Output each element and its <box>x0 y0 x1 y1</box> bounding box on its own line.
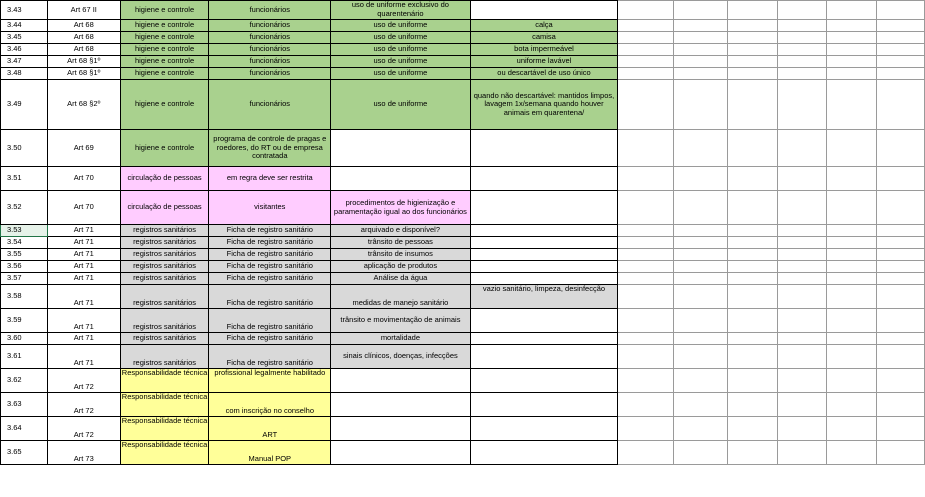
empty-cell[interactable] <box>777 56 827 68</box>
cell-subject[interactable]: profissional legalmente habilitado <box>209 369 331 393</box>
cell-item[interactable]: uso de uniforme <box>331 20 471 32</box>
empty-cell[interactable] <box>777 32 827 44</box>
empty-cell[interactable] <box>877 237 925 249</box>
cell-item[interactable]: medidas de manejo sanitário <box>331 285 471 309</box>
empty-cell[interactable] <box>674 261 728 273</box>
empty-cell[interactable] <box>827 237 877 249</box>
cell-article[interactable]: Art 71 <box>47 225 120 237</box>
cell-category[interactable]: registros sanitários <box>120 309 209 333</box>
cell-category[interactable]: higiene e controle <box>120 20 209 32</box>
empty-cell[interactable] <box>777 393 827 417</box>
empty-cell[interactable] <box>674 225 728 237</box>
empty-cell[interactable] <box>877 441 925 465</box>
table-row <box>1 249 925 261</box>
cell-detail[interactable]: quando não descartável: mantidos limpos, lavagem 1x/semana quando houver animais em quarentena/ <box>470 80 618 130</box>
empty-cell[interactable] <box>827 1 877 20</box>
empty-cell[interactable] <box>727 417 777 441</box>
cell-subject[interactable]: Ficha de registro sanitário <box>209 333 331 345</box>
empty-cell[interactable] <box>777 369 827 393</box>
cell-item[interactable] <box>331 130 471 167</box>
cell-detail[interactable] <box>470 393 618 417</box>
empty-cell[interactable] <box>618 56 674 68</box>
empty-cell[interactable] <box>674 191 728 225</box>
table-row <box>1 393 925 417</box>
cell-item-number[interactable]: 3.48 <box>1 68 48 80</box>
empty-cell[interactable] <box>618 261 674 273</box>
empty-cell[interactable] <box>877 130 925 167</box>
empty-cell[interactable] <box>827 191 877 225</box>
empty-cell[interactable] <box>618 44 674 56</box>
cell-article[interactable]: Art 70 <box>47 191 120 225</box>
empty-cell[interactable] <box>618 369 674 393</box>
cell-item[interactable] <box>331 393 471 417</box>
table-row <box>1 225 925 237</box>
table-row <box>1 417 925 441</box>
cell-detail[interactable] <box>470 1 618 20</box>
empty-cell[interactable] <box>727 237 777 249</box>
cell-item[interactable]: trânsito e movimentação de animais <box>331 309 471 333</box>
cell-subject[interactable]: Ficha de registro sanitário <box>209 309 331 333</box>
empty-cell[interactable] <box>877 249 925 261</box>
empty-cell[interactable] <box>777 1 827 20</box>
cell-article[interactable]: Art 68 §1º <box>47 56 120 68</box>
empty-cell[interactable] <box>827 261 877 273</box>
cell-item-number[interactable]: 3.58 <box>1 285 48 309</box>
empty-cell[interactable] <box>877 1 925 20</box>
cell-article[interactable]: Art 68 <box>47 44 120 56</box>
cell-category[interactable]: registros sanitários <box>120 333 209 345</box>
cell-subject[interactable]: visitantes <box>209 191 331 225</box>
empty-cell[interactable] <box>674 393 728 417</box>
cell-article[interactable]: Art 71 <box>47 237 120 249</box>
empty-cell[interactable] <box>674 417 728 441</box>
cell-subject[interactable]: funcionários <box>209 56 331 68</box>
table-row <box>1 20 925 32</box>
empty-cell[interactable] <box>727 369 777 393</box>
table-row <box>1 56 925 68</box>
empty-cell[interactable] <box>674 249 728 261</box>
table-row <box>1 369 925 393</box>
empty-cell[interactable] <box>674 56 728 68</box>
empty-cell[interactable] <box>827 285 877 309</box>
empty-cell[interactable] <box>618 333 674 345</box>
empty-cell[interactable] <box>674 285 728 309</box>
cell-detail[interactable] <box>470 417 618 441</box>
table-row <box>1 273 925 285</box>
empty-cell[interactable] <box>877 417 925 441</box>
cell-category[interactable]: higiene e controle <box>120 68 209 80</box>
empty-cell[interactable] <box>727 225 777 237</box>
cell-item[interactable]: sinais clínicos, doenças, infecções <box>331 345 471 369</box>
cell-category[interactable]: registros sanitários <box>120 249 209 261</box>
cell-category[interactable]: registros sanitários <box>120 273 209 285</box>
empty-cell[interactable] <box>618 80 674 130</box>
empty-cell[interactable] <box>727 249 777 261</box>
cell-article[interactable]: Art 67 II <box>47 1 120 20</box>
empty-cell[interactable] <box>674 68 728 80</box>
cell-item-number[interactable]: 3.60 <box>1 333 48 345</box>
cell-subject[interactable]: Ficha de registro sanitário <box>209 273 331 285</box>
empty-cell[interactable] <box>777 309 827 333</box>
cell-article[interactable]: Art 68 <box>47 20 120 32</box>
cell-subject[interactable]: com inscrição no conselho <box>209 393 331 417</box>
cell-category[interactable]: higiene e controle <box>120 32 209 44</box>
empty-cell[interactable] <box>618 345 674 369</box>
empty-cell[interactable] <box>777 225 827 237</box>
cell-category[interactable]: circulação de pessoas <box>120 191 209 225</box>
cell-category[interactable]: registros sanitários <box>120 345 209 369</box>
table-row <box>1 285 925 309</box>
empty-cell[interactable] <box>827 20 877 32</box>
table-row <box>1 333 925 345</box>
empty-cell[interactable] <box>777 333 827 345</box>
cell-category[interactable]: circulação de pessoas <box>120 167 209 191</box>
empty-cell[interactable] <box>777 345 827 369</box>
cell-article[interactable]: Art 71 <box>47 249 120 261</box>
cell-item-number[interactable]: 3.64 <box>1 417 48 441</box>
empty-cell[interactable] <box>727 80 777 130</box>
cell-category[interactable]: Responsabilidade técnica <box>120 441 209 465</box>
empty-cell[interactable] <box>727 333 777 345</box>
cell-item-number[interactable]: 3.47 <box>1 56 48 68</box>
empty-cell[interactable] <box>727 261 777 273</box>
empty-cell[interactable] <box>777 68 827 80</box>
cell-detail[interactable] <box>470 225 618 237</box>
empty-cell[interactable] <box>618 393 674 417</box>
table-row <box>1 68 925 80</box>
empty-cell[interactable] <box>877 167 925 191</box>
empty-cell[interactable] <box>618 309 674 333</box>
empty-cell[interactable] <box>674 20 728 32</box>
empty-cell[interactable] <box>877 80 925 130</box>
empty-cell[interactable] <box>727 130 777 167</box>
cell-item-number[interactable]: 3.46 <box>1 44 48 56</box>
empty-cell[interactable] <box>727 167 777 191</box>
empty-cell[interactable] <box>827 68 877 80</box>
cell-detail[interactable]: bota impermeável <box>470 44 618 56</box>
cell-item[interactable]: uso de uniforme <box>331 80 471 130</box>
cell-subject[interactable]: funcionários <box>209 20 331 32</box>
cell-item-number[interactable]: 3.54 <box>1 237 48 249</box>
empty-cell[interactable] <box>877 20 925 32</box>
cell-item[interactable]: mortalidade <box>331 333 471 345</box>
empty-cell[interactable] <box>827 369 877 393</box>
empty-cell[interactable] <box>618 417 674 441</box>
cell-detail[interactable] <box>470 261 618 273</box>
empty-cell[interactable] <box>827 333 877 345</box>
empty-cell[interactable] <box>618 68 674 80</box>
cell-detail[interactable]: uniforme lavável <box>470 56 618 68</box>
empty-cell[interactable] <box>877 333 925 345</box>
empty-cell[interactable] <box>827 130 877 167</box>
table-row <box>1 167 925 191</box>
cell-detail[interactable] <box>470 191 618 225</box>
table-row <box>1 32 925 44</box>
empty-cell[interactable] <box>618 191 674 225</box>
empty-cell[interactable] <box>877 273 925 285</box>
table-row <box>1 130 925 167</box>
cell-detail[interactable]: calça <box>470 20 618 32</box>
cell-article[interactable]: Art 71 <box>47 309 120 333</box>
empty-cell[interactable] <box>827 32 877 44</box>
cell-item[interactable] <box>331 369 471 393</box>
empty-cell[interactable] <box>777 441 827 465</box>
cell-category[interactable]: Responsabilidade técnica <box>120 393 209 417</box>
table-row <box>1 44 925 56</box>
empty-cell[interactable] <box>827 393 877 417</box>
cell-subject[interactable]: funcionários <box>209 32 331 44</box>
cell-article[interactable]: Art 72 <box>47 369 120 393</box>
empty-cell[interactable] <box>777 417 827 441</box>
cell-subject[interactable]: funcionários <box>209 68 331 80</box>
empty-cell[interactable] <box>674 130 728 167</box>
cell-item[interactable]: Análise da água <box>331 273 471 285</box>
cell-category[interactable]: higiene e controle <box>120 80 209 130</box>
table-row <box>1 309 925 333</box>
empty-cell[interactable] <box>877 393 925 417</box>
empty-cell[interactable] <box>727 345 777 369</box>
cell-subject[interactable]: Ficha de registro sanitário <box>209 285 331 309</box>
cell-subject[interactable]: Ficha de registro sanitário <box>209 225 331 237</box>
empty-cell[interactable] <box>777 130 827 167</box>
empty-cell[interactable] <box>877 309 925 333</box>
empty-cell[interactable] <box>618 130 674 167</box>
table-row <box>1 191 925 225</box>
cell-category[interactable]: registros sanitários <box>120 237 209 249</box>
empty-cell[interactable] <box>827 345 877 369</box>
cell-detail[interactable] <box>470 369 618 393</box>
empty-cell[interactable] <box>727 1 777 20</box>
empty-cell[interactable] <box>877 285 925 309</box>
cell-item-number[interactable]: 3.53 <box>1 225 48 237</box>
empty-cell[interactable] <box>618 249 674 261</box>
table-row <box>1 80 925 130</box>
cell-item[interactable] <box>331 167 471 191</box>
empty-cell[interactable] <box>827 309 877 333</box>
empty-cell[interactable] <box>618 167 674 191</box>
empty-cell[interactable] <box>777 167 827 191</box>
cell-subject[interactable]: funcionários <box>209 80 331 130</box>
cell-subject[interactable]: programa de controle de pragas e roedores, do RT ou de empresa contratada <box>209 130 331 167</box>
empty-cell[interactable] <box>618 32 674 44</box>
empty-cell[interactable] <box>827 441 877 465</box>
cell-detail[interactable] <box>470 333 618 345</box>
cell-detail[interactable] <box>470 345 618 369</box>
cell-subject[interactable]: Ficha de registro sanitário <box>209 249 331 261</box>
cell-article[interactable]: Art 73 <box>47 441 120 465</box>
table-row <box>1 237 925 249</box>
cell-item-number[interactable]: 3.65 <box>1 441 48 465</box>
empty-cell[interactable] <box>877 68 925 80</box>
empty-cell[interactable] <box>877 261 925 273</box>
cell-category[interactable]: registros sanitários <box>120 285 209 309</box>
empty-cell[interactable] <box>674 309 728 333</box>
cell-detail[interactable] <box>470 237 618 249</box>
cell-item[interactable]: trânsito de pessoas <box>331 237 471 249</box>
cell-subject[interactable]: em regra deve ser restrita <box>209 167 331 191</box>
cell-item-number[interactable]: 3.56 <box>1 261 48 273</box>
cell-category[interactable]: registros sanitários <box>120 225 209 237</box>
cell-detail[interactable] <box>470 273 618 285</box>
cell-item[interactable]: procedimentos de higienização e paramentação igual ao dos funcionários <box>331 191 471 225</box>
cell-detail[interactable]: ou descartável de uso único <box>470 68 618 80</box>
cell-subject[interactable]: funcionários <box>209 44 331 56</box>
empty-cell[interactable] <box>827 273 877 285</box>
empty-cell[interactable] <box>877 191 925 225</box>
table-row <box>1 441 925 465</box>
table-row <box>1 1 925 20</box>
empty-cell[interactable] <box>827 167 877 191</box>
empty-cell[interactable] <box>618 1 674 20</box>
cell-subject[interactable]: Ficha de registro sanitário <box>209 237 331 249</box>
cell-detail[interactable] <box>470 130 618 167</box>
cell-article[interactable]: Art 68 §1º <box>47 68 120 80</box>
cell-article[interactable]: Art 72 <box>47 393 120 417</box>
empty-cell[interactable] <box>674 345 728 369</box>
empty-cell[interactable] <box>618 273 674 285</box>
cell-category[interactable]: higiene e controle <box>120 56 209 68</box>
empty-cell[interactable] <box>827 56 877 68</box>
empty-cell[interactable] <box>674 32 728 44</box>
empty-cell[interactable] <box>674 273 728 285</box>
cell-item[interactable]: uso de uniforme exclusivo do quarentenário <box>331 1 471 20</box>
cell-item-number[interactable]: 3.45 <box>1 32 48 44</box>
empty-cell[interactable] <box>674 369 728 393</box>
cell-item-number[interactable]: 3.62 <box>1 369 48 393</box>
empty-cell[interactable] <box>877 369 925 393</box>
cell-item-number[interactable]: 3.59 <box>1 309 48 333</box>
empty-cell[interactable] <box>777 249 827 261</box>
empty-cell[interactable] <box>727 273 777 285</box>
empty-cell[interactable] <box>618 237 674 249</box>
empty-cell[interactable] <box>727 44 777 56</box>
empty-cell[interactable] <box>727 285 777 309</box>
empty-cell[interactable] <box>727 68 777 80</box>
empty-cell[interactable] <box>777 20 827 32</box>
empty-cell[interactable] <box>727 20 777 32</box>
cell-detail[interactable]: camisa <box>470 32 618 44</box>
empty-cell[interactable] <box>727 393 777 417</box>
empty-cell[interactable] <box>618 225 674 237</box>
empty-cell[interactable] <box>674 333 728 345</box>
cell-item[interactable]: uso de uniforme <box>331 32 471 44</box>
empty-cell[interactable] <box>777 285 827 309</box>
empty-cell[interactable] <box>618 285 674 309</box>
empty-cell[interactable] <box>877 225 925 237</box>
cell-item-number[interactable]: 3.61 <box>1 345 48 369</box>
empty-cell[interactable] <box>618 441 674 465</box>
cell-subject[interactable]: Ficha de registro sanitário <box>209 345 331 369</box>
empty-cell[interactable] <box>827 249 877 261</box>
empty-cell[interactable] <box>727 191 777 225</box>
cell-category[interactable]: higiene e controle <box>120 130 209 167</box>
cell-detail[interactable] <box>470 249 618 261</box>
empty-cell[interactable] <box>674 167 728 191</box>
cell-detail[interactable] <box>470 309 618 333</box>
cell-article[interactable]: Art 72 <box>47 417 120 441</box>
cell-article[interactable]: Art 71 <box>47 261 120 273</box>
table-row <box>1 345 925 369</box>
cell-item[interactable]: uso de uniforme <box>331 68 471 80</box>
empty-cell[interactable] <box>674 80 728 130</box>
empty-cell[interactable] <box>877 345 925 369</box>
cell-article[interactable]: Art 71 <box>47 333 120 345</box>
cell-subject[interactable]: ART <box>209 417 331 441</box>
cell-item-number[interactable]: 3.51 <box>1 167 48 191</box>
empty-cell[interactable] <box>674 1 728 20</box>
cell-category[interactable]: Responsabilidade técnica <box>120 369 209 393</box>
cell-category[interactable]: Responsabilidade técnica <box>120 417 209 441</box>
empty-cell[interactable] <box>777 273 827 285</box>
cell-category[interactable]: higiene e controle <box>120 44 209 56</box>
cell-item-number[interactable]: 3.57 <box>1 273 48 285</box>
empty-cell[interactable] <box>727 441 777 465</box>
cell-item[interactable] <box>331 417 471 441</box>
cell-item-number[interactable]: 3.49 <box>1 80 48 130</box>
empty-cell[interactable] <box>827 225 877 237</box>
cell-item-number[interactable]: 3.55 <box>1 249 48 261</box>
cell-item[interactable] <box>331 441 471 465</box>
table-row <box>1 261 925 273</box>
empty-cell[interactable] <box>777 80 827 130</box>
empty-cell[interactable] <box>877 44 925 56</box>
empty-cell[interactable] <box>777 44 827 56</box>
cell-category[interactable]: registros sanitários <box>120 261 209 273</box>
cell-item[interactable]: uso de uniforme <box>331 44 471 56</box>
empty-cell[interactable] <box>674 237 728 249</box>
cell-article[interactable]: Art 70 <box>47 167 120 191</box>
cell-item-number[interactable]: 3.43 <box>1 1 48 20</box>
empty-cell[interactable] <box>727 32 777 44</box>
empty-cell[interactable] <box>727 309 777 333</box>
cell-article[interactable]: Art 68 <box>47 32 120 44</box>
empty-cell[interactable] <box>674 44 728 56</box>
cell-detail[interactable] <box>470 167 618 191</box>
cell-item-number[interactable]: 3.52 <box>1 191 48 225</box>
cell-article[interactable]: Art 71 <box>47 285 120 309</box>
cell-item-number[interactable]: 3.63 <box>1 393 48 417</box>
cell-detail[interactable] <box>470 441 618 465</box>
cell-category[interactable]: higiene e controle <box>120 1 209 20</box>
empty-cell[interactable] <box>618 20 674 32</box>
empty-cell[interactable] <box>827 417 877 441</box>
cell-item-number[interactable]: 3.50 <box>1 130 48 167</box>
empty-cell[interactable] <box>777 237 827 249</box>
cell-subject[interactable]: funcionários <box>209 1 331 20</box>
empty-cell[interactable] <box>727 56 777 68</box>
empty-cell[interactable] <box>777 191 827 225</box>
empty-cell[interactable] <box>674 441 728 465</box>
cell-article[interactable]: Art 71 <box>47 345 120 369</box>
empty-cell[interactable] <box>877 32 925 44</box>
cell-article[interactable]: Art 69 <box>47 130 120 167</box>
cell-item[interactable]: arquivado e disponível? <box>331 225 471 237</box>
cell-subject[interactable]: Ficha de registro sanitário <box>209 261 331 273</box>
cell-article[interactable]: Art 68 §2º <box>47 80 120 130</box>
cell-item[interactable]: trânsito de insumos <box>331 249 471 261</box>
empty-cell[interactable] <box>827 80 877 130</box>
cell-item-number[interactable]: 3.44 <box>1 20 48 32</box>
empty-cell[interactable] <box>777 261 827 273</box>
cell-item[interactable]: aplicação de produtos <box>331 261 471 273</box>
empty-cell[interactable] <box>877 56 925 68</box>
cell-item[interactable]: uso de uniforme <box>331 56 471 68</box>
cell-detail[interactable]: vazio sanitário, limpeza, desinfecção <box>470 285 618 309</box>
cell-subject[interactable]: Manual POP <box>209 441 331 465</box>
empty-cell[interactable] <box>827 44 877 56</box>
cell-article[interactable]: Art 71 <box>47 273 120 285</box>
